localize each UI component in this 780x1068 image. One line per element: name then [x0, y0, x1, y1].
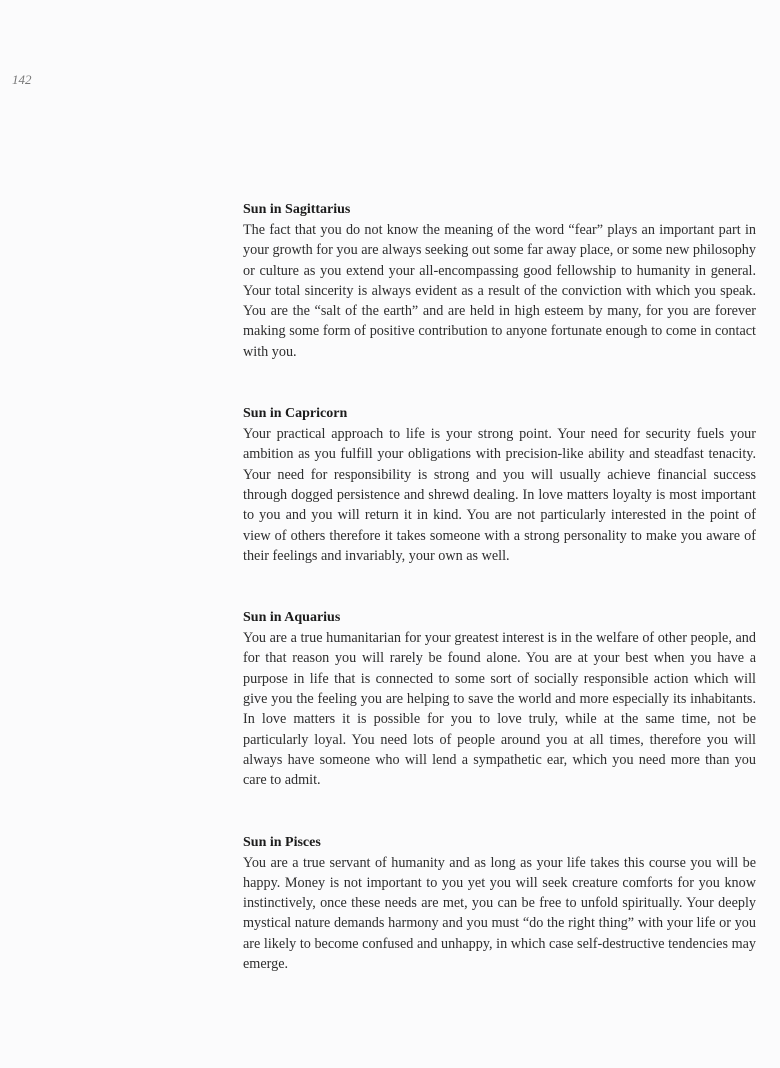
section-title: Sun in Aquarius [243, 610, 341, 626]
section-title: Sun in Sagittarius [243, 202, 351, 217]
page-content [243, 200, 756, 974]
section-body: Your practical approach to life is your strong point. Your need for security fuels your ambition as you fulfill your obligations with precision-like ability and steadfast tenacity. Your need for responsibility is strong and you will usually achieve financial success through dogged persistence and shrewd dealing. In love matters loyalty is most important to you and you will return it in kind. You are not particularly interested in the point of view of others therefore it takes someone with a strong personality to make you aware of their feelings and invariably, your own as well. [243, 426, 756, 564]
section-sagittarius [243, 200, 756, 362]
section-body: You are a true servant of humanity and as long as your life takes this course you will be happy. Money is not important to you yet you will seek creature comforts for you know instinctively, once these needs are met, you can be free to unfold spiritually. Your deeply mystical nature demands harmony and you must “do the right thing” with your life or you are likely to become confused and unhappy, in which case self-destructive tendencies may emerge. [243, 854, 756, 973]
section-body: You are a true humanitarian for your greatest interest is in the welfare of other people, and for that reason you will rarely be found alone. You are at your best when you have a purpose in life that is connected to some sort of socially responsible action which will give you the feeling you are helping to save the world and more especially its inhabitants. In love matters it is possible for you to love truly, while at the same time, not be particularly loyal. You need lots of people around you at all times, therefore you will always have someone who will lend a sympathetic ear, which you need more than you care to admit. [243, 630, 756, 789]
section-pisces [243, 833, 756, 975]
section-title: Sun in Capricorn [243, 406, 348, 422]
page-number: 142 [12, 72, 32, 87]
section-capricorn [243, 404, 756, 566]
section-body: The fact that you do not know the meaning of the word “fear” plays an important part in your growth for you are always seeking out some far away place, or some new philosophy or culture as you extend your all-encompassing good fellowship to humanity in general. Your total sincerity is always evident as a result of the conviction with which you speak. You are the “salt of the earth” and are held in high esteem by many, for you are forever making some form of positive contribution to anyone fortunate enough to come in contact with you. [243, 222, 756, 360]
section-title: Sun in Pisces [243, 834, 321, 850]
section-aquarius [243, 608, 756, 790]
